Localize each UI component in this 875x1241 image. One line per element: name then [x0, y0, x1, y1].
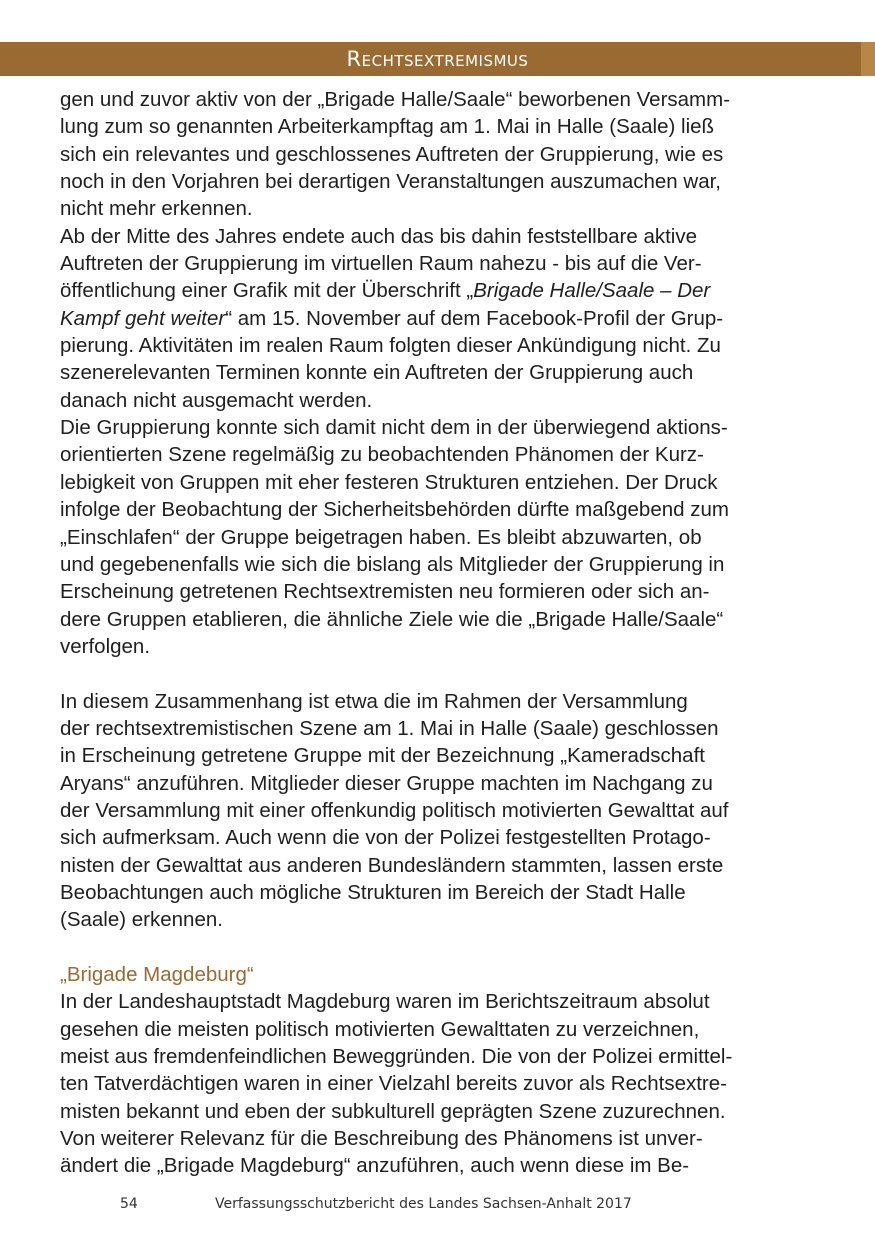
text-line: nicht mehr erkennen.	[60, 197, 253, 221]
text-line: szenerelevanten Terminen konnte ein Auftreten der Gruppierung auch	[60, 361, 694, 385]
text-line: verfolgen.	[60, 634, 151, 658]
text-line: danach nicht ausgemacht werden.	[60, 388, 373, 412]
quoted-title: Kampf geht weiter	[60, 306, 226, 330]
text-line: der rechtsextremistischen Szene am 1. Mai in Halle (Saale) geschlossen	[60, 716, 719, 740]
text-line	[60, 277, 820, 304]
blank-line	[60, 934, 820, 961]
text-line: meist aus fremdenfeindlichen Beweggründen. Die von der Polizei ermittel-	[60, 1045, 733, 1069]
text-line: ten Tatverdächtigen waren in einer Vielzahl bereits zuvor als Rechtsextre-	[60, 1072, 727, 1096]
footer-publication-title: Verfassungsschutzbericht des Landes Sachsen-Anhalt 2017	[215, 1196, 632, 1212]
subheading-brigade-magdeburg: „Brigade Magdeburg“	[60, 963, 254, 986]
page-number: 54	[120, 1196, 138, 1212]
text-segment: öffentlichung einer Grafik mit der Überschrift „	[60, 279, 474, 303]
text-line: Aryans“ anzuführen. Mitglieder dieser Gruppe machten im Nachgang zu	[60, 771, 713, 795]
text-line: In diesem Zusammenhang ist etwa die im Rahmen der Versammlung	[60, 689, 688, 713]
text-line: infolge der Beobachtung der Sicherheitsbehörden dürfte maßgebend zum	[60, 498, 729, 522]
text-line: Ab der Mitte des Jahres endete auch das bis dahin feststellbare aktive	[60, 224, 698, 248]
text-line: (Saale) erkennen.	[60, 908, 223, 932]
text-line: Erscheinung getretenen Rechtsextremisten neu formieren oder sich an-	[60, 580, 710, 604]
text-line: gen und zuvor aktiv von der „Brigade Halle/Saale“ beworbenen Versamm-	[60, 88, 731, 111]
text-line: noch in den Vorjahren bei derartigen Veranstaltungen auszumachen war,	[60, 170, 722, 194]
text-line: Von weiterer Relevanz für die Beschreibung des Phänomens ist unver-	[60, 1127, 703, 1151]
text-line: Beobachtungen auch mögliche Strukturen im Bereich der Stadt Halle	[60, 880, 686, 904]
section-title: Rechtsextremismus	[346, 47, 529, 71]
text-line: „Einschlafen“ der Gruppe beigetragen haben. Es bleibt abzuwarten, ob	[60, 525, 702, 549]
text-line: sich ein relevantes und geschlossenes Auftreten der Gruppierung, wie es	[60, 142, 724, 166]
text-line: der Versammlung mit einer offenkundig politisch motivierten Gewalttat auf	[60, 798, 729, 822]
quoted-title: Brigade Halle/Saale – Der	[473, 279, 711, 303]
text-segment: “ am 15. November auf dem Facebook-Profil der Grup-	[225, 306, 724, 330]
text-line: Die Gruppierung konnte sich damit nicht dem in der überwiegend aktions-	[60, 416, 728, 440]
text-line: sich aufmerksam. Auch wenn die von der Polizei festgestellten Protago-	[60, 826, 711, 850]
body-text	[60, 86, 820, 1180]
text-line: In der Landeshauptstadt Magdeburg waren im Berichtszeitraum absolut	[60, 990, 710, 1014]
text-line: pierung. Aktivitäten im realen Raum folgten dieser Ankündigung nicht. Zu	[60, 334, 721, 358]
text-line: orientierten Szene regelmäßig zu beobachtenden Phänomen der Kurz-	[60, 443, 704, 467]
text-line	[60, 305, 820, 332]
text-line: dere Gruppen etablieren, die ähnliche Ziele wie die „Brigade Halle/Saale“	[60, 607, 724, 631]
text-line: und gegebenenfalls wie sich die bislang als Mitglieder der Gruppierung in	[60, 552, 725, 576]
text-line: misten bekannt und eben der subkulturell geprägten Szene zuzurechnen.	[60, 1099, 726, 1123]
text-line: lung zum so genannten Arbeiterkampftag am 1. Mai in Halle (Saale) ließ	[60, 115, 715, 139]
text-line: nisten der Gewalttat aus anderen Bundesländern stammten, lassen erste	[60, 853, 724, 877]
text-line: Auftreten der Gruppierung im virtuellen Raum nahezu - bis auf die Ver-	[60, 252, 702, 276]
section-header-bar	[0, 42, 875, 76]
text-line: ändert die „Brigade Magdeburg“ anzuführen, auch wenn diese im Be-	[60, 1154, 690, 1178]
text-line: in Erscheinung getretene Gruppe mit der Bezeichnung „Kameradschaft	[60, 744, 705, 768]
text-line: lebigkeit von Gruppen mit eher festeren Strukturen entziehen. Der Druck	[60, 470, 718, 494]
blank-line	[60, 660, 820, 687]
text-line: gesehen die meisten politisch motivierten Gewalttaten zu verzeichnen,	[60, 1017, 700, 1041]
